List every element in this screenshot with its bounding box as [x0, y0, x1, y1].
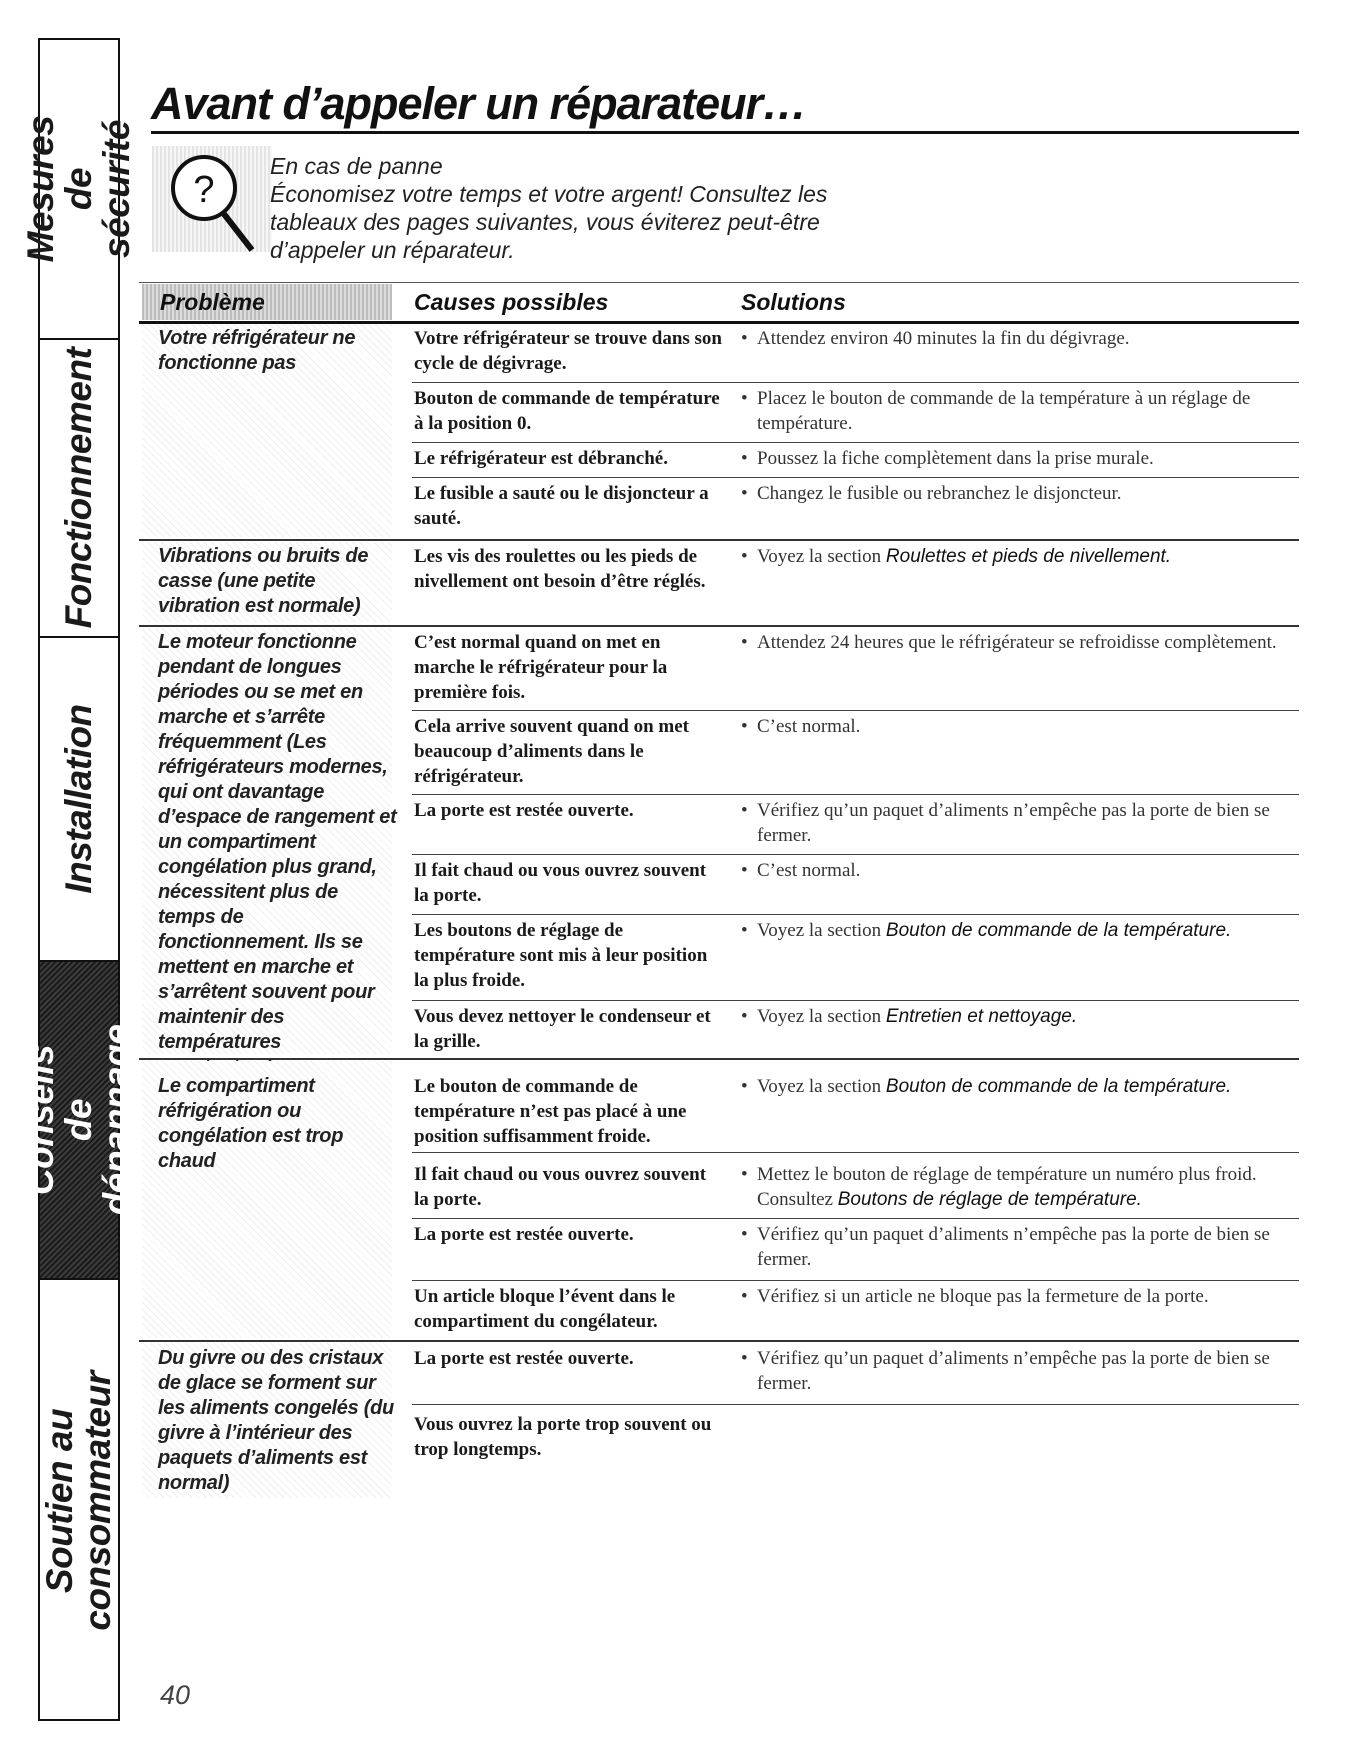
- problem-text: Vibrations ou bruits de casse (une petite vibration est normale): [158, 545, 369, 617]
- tab-label: Soutien au consommateur: [39, 1370, 118, 1631]
- cause-text: Vous devez nettoyer le condenseur et la grille.: [414, 1006, 711, 1052]
- row-rule: [412, 1000, 1299, 1001]
- cause-text: C’est normal quand on met en marche le réfrigérateur pour la première fois.: [414, 632, 668, 703]
- intro-heading: En cas de panne: [270, 153, 443, 179]
- solution-text: • Voyez la section Bouton de commande de la température.: [741, 1076, 1232, 1097]
- page-number: 40: [160, 1680, 191, 1710]
- problem-text: Votre réfrigérateur ne fonctionne pas: [158, 327, 356, 374]
- tab-installation[interactable]: [40, 638, 118, 962]
- tab-label: Fonctionnement: [58, 347, 99, 629]
- problem-text: Le moteur fonctionne pendant de longues périodes ou se met en marche et s’arrête fréquemment (Les réfrigérateurs modernes, qui ont davantage d’espace de rangement et un compartiment congélation plus grand, nécessitent plus de temps de fonctionnement. Ils se mettent en marche et s’arrêtent souvent pour maintenir des températures: [158, 631, 397, 1053]
- cause-text: Les vis des roulettes ou les pieds de nivellement ont besoin d’être réglés.: [414, 546, 706, 592]
- row-rule: [412, 1152, 1299, 1153]
- solution-text: • Poussez la fiche complètement dans la prise murale.: [741, 448, 1154, 469]
- solution-text: • C’est normal.: [741, 860, 861, 881]
- row-rule: [412, 854, 1299, 855]
- cause-text: La porte est restée ouverte.: [414, 1224, 634, 1245]
- solution-text: • Voyez la section Entretien et nettoyage.: [741, 1006, 1078, 1027]
- table-top-rule: [139, 282, 1299, 283]
- tab-soutien-au-consommateur[interactable]: [40, 1280, 118, 1721]
- row-rule: [412, 1280, 1299, 1281]
- cause-text: Les boutons de réglage de température sont mis à leur position la plus froide.: [414, 920, 708, 991]
- row-rule: [412, 794, 1299, 795]
- intro-text: Économisez votre temps et votre argent! Consultez les tableaux des pages suivantes, vous éviterez peut-être d’appeler un réparateur.: [270, 181, 828, 263]
- cause-text: Le réfrigérateur est débranché.: [414, 448, 668, 469]
- question-magnifier-icon: [152, 146, 272, 252]
- header-causes: Causes possibles: [414, 289, 609, 315]
- intro-block: [270, 152, 830, 264]
- tab-mesures-de-securite[interactable]: [20, 40, 137, 340]
- side-tab-bar: [20, 38, 137, 1721]
- tab-label: Installation: [58, 704, 99, 894]
- row-rule: [412, 382, 1299, 383]
- row-rule: [412, 1218, 1299, 1219]
- cause-text: La porte est restée ouverte.: [414, 800, 634, 821]
- solution-text: • C’est normal.: [741, 716, 861, 737]
- solution-text: • Attendez 24 heures que le réfrigérateur se refroidisse complètement.: [741, 632, 1277, 653]
- group-rule: [139, 539, 1299, 541]
- header-problem: Problème: [160, 289, 265, 315]
- solution-text: • Vérifiez si un article ne bloque pas la fermeture de la porte.: [741, 1286, 1209, 1307]
- cause-text: Vous ouvrez la porte trop souvent ou trop longtemps.: [414, 1414, 712, 1460]
- row-rule: [412, 477, 1299, 478]
- solution-text: • Mettez le bouton de réglage de température un numéro plus froid. Consultez Boutons de réglage de température.: [741, 1164, 1257, 1210]
- group-rule: [139, 1340, 1299, 1342]
- title-rule: [151, 131, 1299, 134]
- group-rule: [139, 625, 1299, 627]
- cause-text: Bouton de commande de température à la position 0.: [414, 388, 720, 434]
- row-rule: [412, 1404, 1299, 1405]
- solution-text: • Attendez environ 40 minutes la fin du dégivrage.: [741, 328, 1130, 349]
- cause-text: La porte est restée ouverte.: [414, 1348, 634, 1369]
- problem-text: Le compartiment réfrigération ou congélation est trop chaud: [158, 1075, 344, 1172]
- row-rule: [412, 710, 1299, 711]
- tab-fonctionnement[interactable]: [40, 340, 118, 638]
- solution-text: • Vérifiez qu’un paquet d’aliments n’empêche pas la porte de bien se fermer.: [741, 1224, 1270, 1270]
- tab-label: Conseils de dépannage: [20, 1024, 137, 1216]
- group-rule: [139, 1058, 1299, 1060]
- cause-text: Cela arrive souvent quand on met beaucoup d’aliments dans le réfrigérateur.: [414, 716, 689, 787]
- solution-text: • Voyez la section Bouton de commande de la température.: [741, 920, 1232, 941]
- row-rule: [412, 442, 1299, 443]
- solution-text: • Vérifiez qu’un paquet d’aliments n’empêche pas la porte de bien se fermer.: [741, 800, 1270, 846]
- svg-text:?: ?: [193, 169, 215, 211]
- page-title: Avant d’appeler un réparateur…: [151, 78, 807, 129]
- cause-text: Votre réfrigérateur se trouve dans son cycle de dégivrage.: [414, 328, 722, 374]
- header-solutions: Solutions: [741, 289, 846, 315]
- cause-text: Un article bloque l’évent dans le compartiment du congélateur.: [414, 1286, 676, 1332]
- cause-text: Il fait chaud ou vous ouvrez souvent la porte.: [414, 1164, 707, 1210]
- tab-conseils-de-depannage[interactable]: [20, 962, 137, 1280]
- solution-text: • Placez le bouton de commande de la température à un réglage de température.: [741, 388, 1251, 434]
- solution-text: • Vérifiez qu’un paquet d’aliments n’empêche pas la porte de bien se fermer.: [741, 1348, 1270, 1394]
- problem-text: Du givre ou des cristaux de glace se forment sur les aliments congelés (du givre à l’intérieur des paquets d’aliments est normal): [158, 1347, 394, 1494]
- cause-text: Le fusible a sauté ou le disjoncteur a sauté.: [414, 483, 709, 529]
- solution-text: • Voyez la section Roulettes et pieds de nivellement.: [741, 546, 1172, 567]
- solution-text: • Changez le fusible ou rebranchez le disjoncteur.: [741, 483, 1122, 504]
- row-rule: [412, 914, 1299, 915]
- tab-label: Mesures de sécurité: [20, 115, 137, 263]
- cause-text: Il fait chaud ou vous ouvrez souvent la porte.: [414, 860, 707, 906]
- cause-text: Le bouton de commande de température n’est pas placé à une position suffisamment froide.: [414, 1076, 687, 1147]
